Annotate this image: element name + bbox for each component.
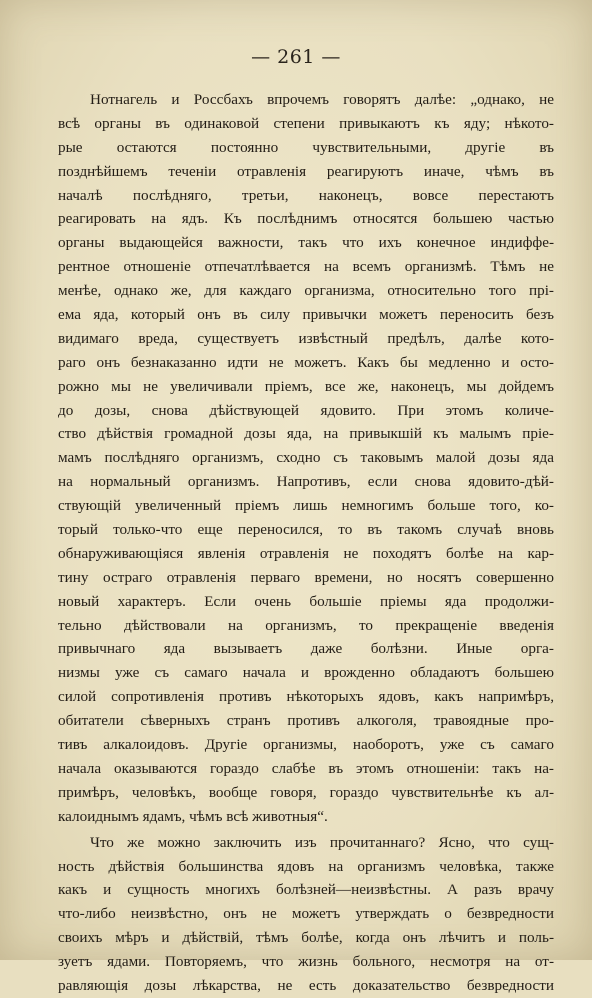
text-line: своихъ мѣръ и дѣйствiй, тѣмъ болѣе, когда онъ лѣчитъ и поль- bbox=[58, 929, 554, 947]
text-line: до дозы, снова дѣйствующей ядовито. При этомъ количе- bbox=[58, 401, 554, 419]
text-line: зуетъ ядами. Повторяемъ, что жизнь больного, несмотря на от- bbox=[58, 953, 554, 971]
page-body bbox=[58, 88, 554, 998]
text-line: силой сопротивленiя противъ нѣкоторыхъ ядовъ, какъ напримѣръ, bbox=[58, 688, 554, 706]
paragraph-1 bbox=[58, 88, 554, 829]
text-line: ствующiй увеличенный прiемъ лишь немногимъ больше того, ко- bbox=[58, 497, 554, 515]
text-line: ема яда, который онъ въ силу привычки можетъ переносить безъ bbox=[58, 306, 554, 324]
text-line: обитатели сѣверныхъ странъ противъ алкоголя, травоядные про- bbox=[58, 712, 554, 730]
text-line: низмы уже съ самаго начала и врожденно обладаютъ большею bbox=[58, 664, 554, 682]
text-line: начала оказываются гораздо слабѣе въ этомъ отношенiи: такъ на- bbox=[58, 759, 554, 777]
text-line: равляющiя дозы лѣкарства, не есть доказательство безвредности bbox=[58, 976, 554, 994]
text-line: ство дѣйствiя громадной дозы яда, на привыкшiй къ малымъ прiе- bbox=[58, 425, 554, 443]
text-line: рые остаются постоянно чувствительными, другiе въ bbox=[58, 138, 554, 156]
text-line: мамъ послѣдняго организмъ, сходно съ таковымъ малой дозы яда bbox=[58, 449, 554, 467]
text-line: раго онъ безнаказанно идти не можетъ. Какъ бы медленно и осто- bbox=[58, 353, 554, 371]
text-line: менѣе, однако же, для каждаго организма, относительно того прi- bbox=[58, 282, 554, 300]
text-line: новый характеръ. Если очень большiе прiемы яда продолжи- bbox=[58, 592, 554, 610]
text-line: тину остраго отравленiя перваго времени, но носятъ совершенно bbox=[58, 568, 554, 586]
text-line: всѣ органы въ одинаковой степени привыкаютъ къ яду; нѣкото- bbox=[58, 114, 554, 132]
text-line: ность дѣйствiя большинства ядовъ на организмъ человѣка, также bbox=[58, 857, 554, 875]
paragraph-2 bbox=[58, 831, 554, 998]
text-line: рожно мы не увеличивали прiемъ, все же, наконецъ, мы дойдемъ bbox=[58, 377, 554, 395]
text-line: обнаруживающiяся явленiя отравленiя не походятъ болѣе на кар- bbox=[58, 544, 554, 562]
text-line: Нотнагель и Россбахъ впрочемъ говорятъ далѣе: „однако, не bbox=[90, 91, 554, 108]
text-line: органы выдающейся важности, такъ что ихъ конечное индиффе- bbox=[58, 234, 554, 252]
text-line: рентное отношенiе отпечатлѣвается на всемъ организмѣ. Тѣмъ не bbox=[58, 258, 554, 276]
text-line: калоиднымъ ядамъ, чѣмъ всѣ животныя“. bbox=[58, 807, 328, 825]
page-number: — 261 — bbox=[251, 46, 341, 68]
text-line: на нормальный организмъ. Напротивъ, если снова ядовито-дѣй- bbox=[58, 473, 554, 491]
text-line: какъ и сущность многихъ болѣзней—неизвѣстны. А разъ врачу bbox=[58, 881, 554, 899]
text-line: тельно дѣйствовали на организмъ, то прекращенiе введенiя bbox=[58, 616, 554, 634]
text-line: позднѣйшемъ теченiи отравленiя реагируютъ иначе, чѣмъ въ bbox=[58, 162, 554, 180]
text-line: тивъ алкалоидовъ. Другiе организмы, наоборотъ, уже съ самаго bbox=[58, 736, 554, 754]
text-line: началѣ послѣдняго, третьи, наконецъ, вовсе перестаютъ bbox=[58, 186, 554, 204]
text-line: реагировать на ядъ. Къ послѣднимъ относятся большею частью bbox=[58, 210, 554, 228]
text-line: что-либо неизвѣстно, онъ не можетъ утверждать о безвредности bbox=[58, 905, 554, 923]
text-line: привычнаго яда вызываетъ даже болѣзни. Иные орга- bbox=[58, 640, 554, 658]
text-line: примѣръ, человѣкъ, вообще говоря, гораздо чувствительнѣе къ ал- bbox=[58, 783, 554, 801]
text-line: видимаго вреда, существуетъ извѣстный предѣлъ, далѣе кото- bbox=[58, 329, 554, 347]
text-line: торый только-что еще переносился, то въ такомъ случаѣ вновь bbox=[58, 521, 554, 539]
text-line: Что же можно заключить изъ прочитаннаго? Ясно, что сущ- bbox=[90, 833, 554, 851]
